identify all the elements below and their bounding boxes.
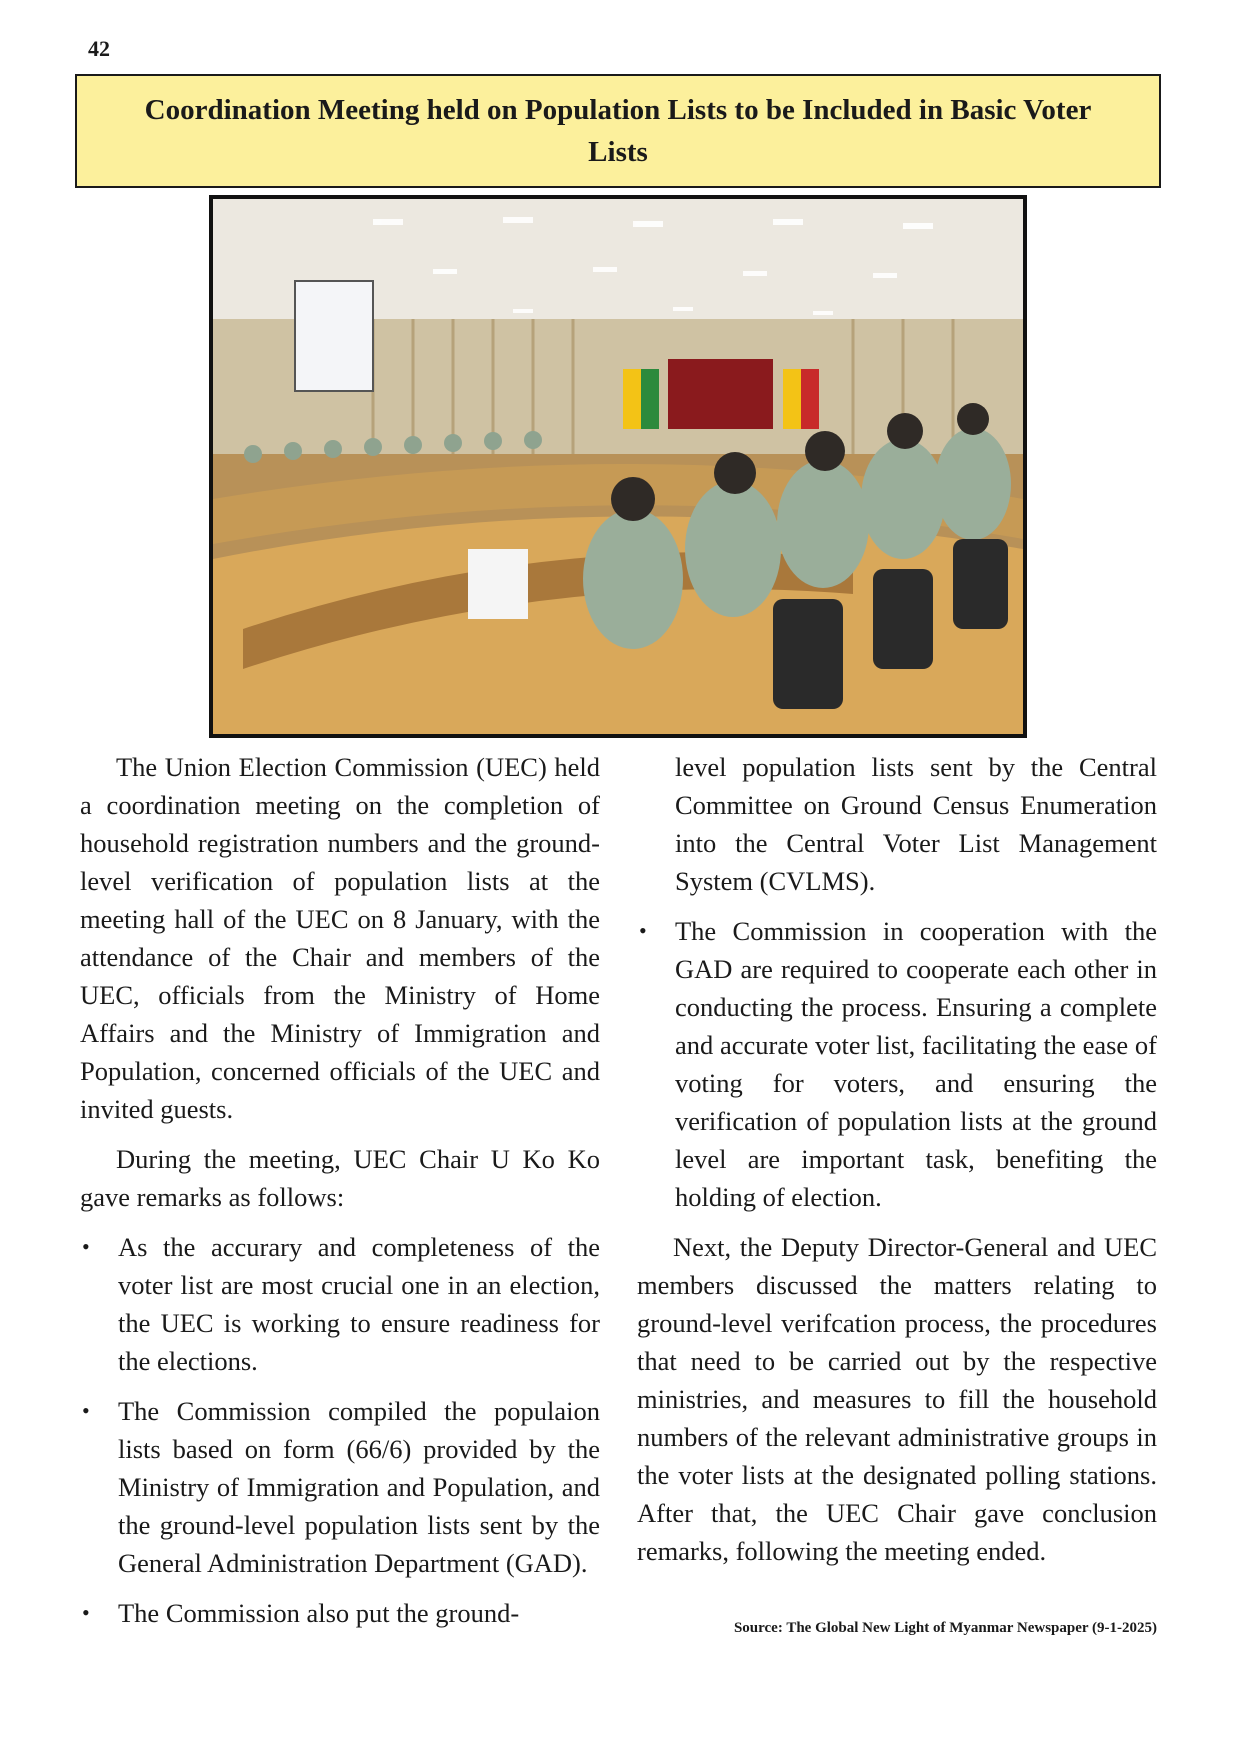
meeting-hall-photo: [209, 195, 1027, 738]
right-column: [637, 748, 1157, 1582]
bullet-icon: •: [82, 1234, 90, 1259]
list-item: [80, 1228, 600, 1380]
page-number: 42: [88, 36, 110, 61]
remarks-bullet-list: [80, 1228, 600, 1632]
bullet-icon: •: [82, 1600, 90, 1625]
remarks-intro-paragraph: During the meeting, UEC Chair U Ko Ko gave remarks as follows:: [80, 1144, 600, 1212]
source-credit: Source: The Global New Light of Myanmar Newspaper (9-1-2025): [733, 1620, 1157, 1636]
list-item: [80, 1594, 600, 1632]
bullet-text: The Commission compiled the populaion lists based on form (66/6) provided by the Ministry of Immigration and Population, and the ground-level population lists sent by the General Administration Department (GAD).: [118, 1396, 600, 1578]
left-column: [80, 748, 600, 1644]
remarks-bullet-list-continued: [637, 912, 1157, 1216]
title-box: [75, 74, 1161, 188]
bullet-icon: •: [82, 1398, 90, 1423]
photo-illustration: [213, 199, 1023, 734]
bullet-text: As the accurary and completeness of the voter list are most crucial one in an election, the UEC is working to ensure readiness for the elections.: [118, 1232, 600, 1376]
discussion-paragraph: Next, the Deputy Director-General and UEC members discussed the matters relating to ground-level verifcation process, the procedures that need to be carried out by the respective ministries, and measures to fill the household numbers of the relevant administrative groups in the voter lists at the designated polling stations. After that, the UEC Chair gave conclusion remarks, following the meeting ended.: [637, 1232, 1157, 1566]
list-item: [80, 1392, 600, 1582]
article-title: Coordination Meeting held on Population Lists to be Included in Basic Voter Lists: [144, 94, 1092, 168]
bullet-icon: •: [639, 918, 647, 943]
list-item: [637, 912, 1157, 1216]
bullet-text: The Commission in cooperation with the GAD are required to cooperate each other in conducting the process. Ensuring a complete and accurate voter list, facilitating the ease of voting for voters, and ensuring the verification of population lists at the ground level are important task, benefiting the holding of election.: [675, 916, 1157, 1212]
bullet-continuation: level population lists sent by the Central Committee on Ground Census Enumeration into the Central Voter List Management System (CVLMS).: [675, 752, 1157, 896]
bullet-text: The Commission also put the ground-: [118, 1598, 520, 1628]
intro-paragraph: The Union Election Commission (UEC) held a coordination meeting on the completion of household registration numbers and the ground-level verification of population lists at the meeting hall of the UEC on 8 January, with the attendance of the Chair and members of the UEC, officials from the Ministry of Home Affairs and the Ministry of Immigration and Population, concerned officials of the UEC and invited guests.: [80, 752, 600, 1124]
